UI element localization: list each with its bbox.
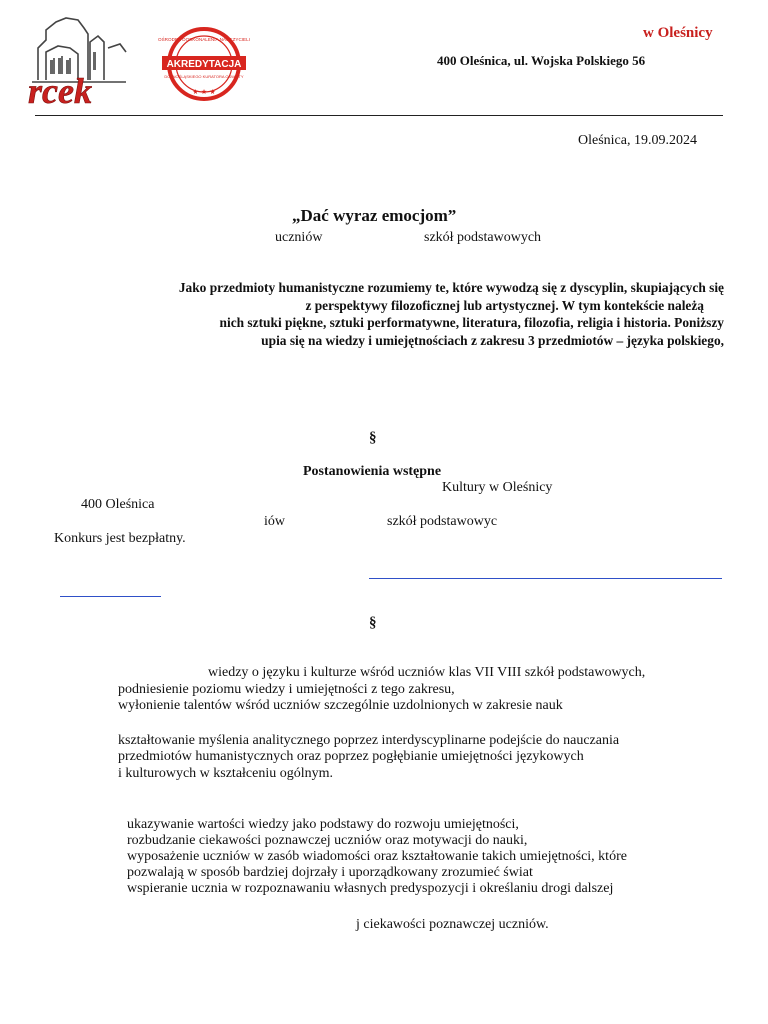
participants-schools: szkół podstawowyc: [387, 514, 498, 529]
goal-item: wspieranie ucznia w rozpoznawaniu własnych predyspozycji i określaniu drogi dalszej: [127, 881, 614, 896]
institution-city-title: w Oleśnicy: [643, 25, 713, 41]
contest-free-note: Konkurs jest bezpłatny.: [54, 531, 186, 546]
logo-wordmark: rcek: [28, 71, 92, 108]
intro-line: z perspektywy filozoficznej lub artystycznej. W tym kontekście należą: [305, 297, 704, 313]
section-symbol: §: [369, 615, 377, 631]
intro-line: nich sztuki piękne, sztuki performatywne, literatura, filozofia, religia i historia. Poniższy: [219, 315, 724, 330]
goal-item: wiedzy o języku i kulturze wśród uczniów klas VII VIII szkół podstawowych,: [208, 665, 646, 680]
rcek-logo: [26, 8, 148, 108]
badge-inner-text: DOLNOŚLĄSKIEGO KURATORA OŚWIATY: [164, 74, 244, 79]
goal-item: przedmiotów humanistycznych oraz poprzez pogłębianie umiejętności językowych: [118, 749, 584, 764]
goal-item: podniesienie poziomu wiedzy i umiejętności z tego zakresu,: [118, 682, 455, 697]
contest-title: „Dać wyraz emocjom”: [292, 206, 457, 225]
intro-line: upia się na wiedzy i umiejętnościach z zakresu 3 przedmiotów – języka polskiego,: [261, 332, 724, 348]
goal-item: kształtowanie myślenia analitycznego poprzez interdyscyplinarne podejście do nauczania: [118, 733, 620, 748]
intro-line: Jako przedmioty humanistyczne rozumiemy te, które wywodzą się z dyscyplin, skupiających się: [178, 280, 724, 295]
badge-ring-text: OŚRODEK DOSKONALENIA NAUCZYCIELI: [158, 37, 250, 42]
badge-star-icon: ★ ★ ★: [192, 88, 216, 96]
participants-fragment: iów: [264, 514, 285, 529]
goal-last-line: j ciekawości poznawczej uczniów.: [356, 917, 549, 932]
organizer-line: Kultury w Oleśnicy: [442, 480, 553, 495]
hyperlink-underline[interactable]: [60, 596, 161, 597]
accreditation-badge: [158, 26, 250, 102]
goal-item: rozbudzanie ciekawości poznawczej uczniów oraz motywacji do nauki,: [127, 833, 528, 848]
goal-item: ukazywanie wartości wiedzy jako podstawy do rozwoju umiejętności,: [127, 817, 519, 832]
goal-item: i kulturowych w kształceniu ogólnym.: [118, 766, 334, 781]
section-symbol: §: [369, 430, 377, 446]
goal-item: pozwalają w sposób bardziej dojrzały i uporządkowany zrozumieć świat: [127, 865, 533, 880]
title-sub-right: szkół podstawowych: [424, 230, 542, 245]
badge-text: AKREDYTACJA: [166, 59, 242, 70]
goal-item: wyposażenie uczniów w zasób wiadomości oraz kształtowanie takich umiejętności, które: [127, 849, 627, 864]
section-heading: Postanowienia wstępne: [303, 464, 442, 479]
header-divider: [35, 115, 723, 116]
goal-item: wyłonienie talentów wśród uczniów szczególnie uzdolnionych w zakresie nauk: [118, 698, 563, 713]
document-date: Oleśnica, 19.09.2024: [578, 133, 697, 148]
intro-paragraph: [82, 279, 724, 349]
organizer-city: 400 Oleśnica: [81, 497, 155, 512]
institution-address: 400 Oleśnica, ul. Wojska Polskiego 56: [437, 53, 646, 68]
title-sub-left: uczniów: [275, 230, 323, 245]
hyperlink-underline[interactable]: [369, 578, 722, 579]
